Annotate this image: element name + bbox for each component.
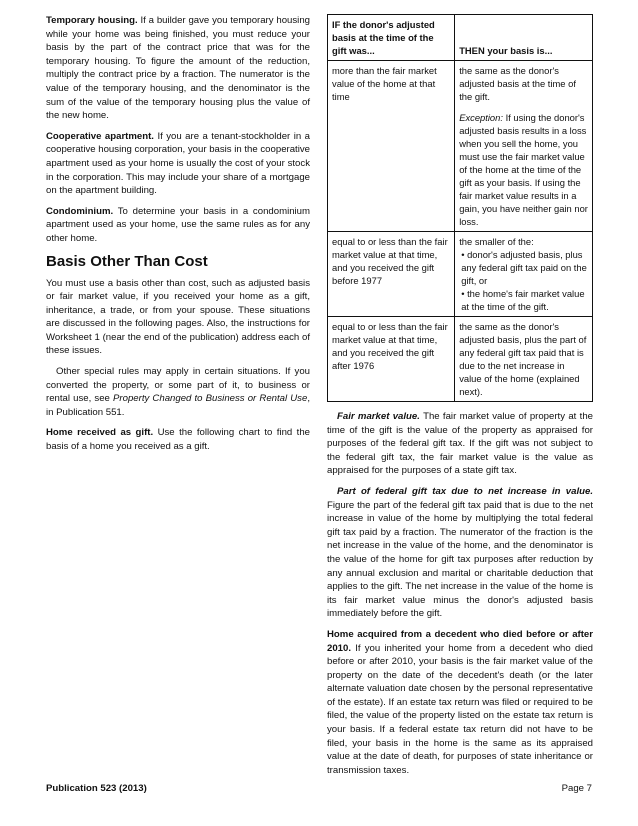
- table-header-result: THEN your basis is...: [455, 15, 593, 61]
- table-bullet-item: • donor's adjusted basis, plus any federal gift tax paid on the gift, or: [461, 249, 587, 286]
- table-cell-condition: more than the fair market value of the home at that time: [328, 61, 455, 232]
- temporary-housing-paragraph: [46, 14, 310, 123]
- basis-other-than-cost-heading: Basis Other Than Cost: [46, 252, 208, 270]
- cooperative-apartment-heading: Cooperative apartment.: [46, 130, 154, 142]
- exception-text: If using the donor's adjusted basis results in a loss when you sell the home, you must use the fair market value of the home at the time of the gift as your basis. If using the fair market value results in a gain, you have neither gain nor loss.: [459, 112, 588, 227]
- net-increase-heading: Part of federal gift tax due to net increase in value.: [337, 485, 593, 497]
- net-increase-text: Figure the part of the federal gift tax paid that is due to the net increase in value of the home by multiplying the total federal gift tax paid by a fraction. The numerator of the fraction is the net increase in the value of the home, and the denominator is the value of the home for gift tax purposes after reduction by any annual exclusion and marital or charitable deduction that applies to the gift. The net increase in the value of the home is its fair market value minus the donor's adjusted basis immediately before the gift.: [327, 499, 593, 620]
- page-number: Page 7: [561, 783, 592, 794]
- table-cell-result: [455, 232, 593, 317]
- decedent-text: If you inherited your home from a decedent who died before or after 2010, your basis is the fair market value of the property on the date of the decedent's death (or the later alternate valuation date chosen by the personal representative of the estate). If an estate tax return was filed or required to be filed, the value of the property listed on the estate tax return is your basis. If a federal estate tax return did not have to be filed, your basis in the home is the same as its appraised value at the date of death, for purposes of state inheritance or transmission taxes.: [327, 642, 593, 776]
- temporary-housing-heading: Temporary housing.: [46, 15, 138, 26]
- exception-label: Exception:: [459, 112, 503, 123]
- decedent-paragraph: [327, 628, 593, 778]
- table-cell-result: the same as the donor's adjusted basis, plus the part of any federal gift tax paid that is due to the net increase in value of the home (explained next).: [455, 317, 593, 402]
- table-header-row: [328, 15, 593, 61]
- condominium-paragraph: [46, 205, 310, 246]
- home-received-as-gift-heading: Home received as gift.: [46, 427, 154, 439]
- cooperative-apartment-paragraph: [46, 130, 310, 198]
- table-header-condition: IF the donor's adjusted basis at the time of the gift was...: [328, 15, 455, 61]
- table-cell-condition: equal to or less than the fair market value at that time, and you received the gift before 1977: [328, 232, 455, 317]
- decedent-heading: Home acquired from a decedent who died before or after 2010.: [327, 628, 593, 654]
- table-row: [328, 232, 593, 317]
- cooperative-apartment-text: If you are a tenant-stockholder in a cooperative housing corporation, your basis in the cooperative apartment used as your home is usually the cost of your stock in the corporation. This may include your share of a mortgage on the apartment building.: [46, 130, 310, 197]
- special-rules-reference: Property Changed to Business or Rental Use: [113, 393, 308, 405]
- table-row: [328, 61, 593, 232]
- table-cell-result-intro: the smaller of the:: [459, 236, 534, 247]
- gift-basis-table: [327, 14, 593, 402]
- fair-market-value-text: The fair market value of property at the time of the gift is the value of the property as appraised for purposes of the federal gift tax. If the gift was not subject to the federal gift tax, the fair market value is the value as appraised for the purposes of a state gift tax.: [327, 411, 593, 477]
- special-rules-text-end: , in Publication 551.: [46, 393, 310, 418]
- table-row: [328, 317, 593, 402]
- table-bullet-item: • the home's fair market value at the time of the gift.: [461, 288, 585, 312]
- right-column: [327, 14, 593, 784]
- left-column: [46, 14, 310, 461]
- fair-market-value-paragraph: [327, 410, 593, 478]
- condominium-text: To determine your basis in a condominium apartment used as your home, use the same rules as for any other home.: [46, 205, 310, 244]
- home-received-as-gift-paragraph: [46, 426, 310, 453]
- temporary-housing-text: If a builder gave you temporary housing while your home was being finished, you must reduce your basis by the part of the contract price that was for the temporary housing. To figure the amount of the reduction, multiply the contract price by a fraction. The numerator is the value of the temporary housing, and the denominator is the sum of the value of the temporary housing plus the value of the new home.: [46, 15, 310, 122]
- table-cell-condition: equal to or less than the fair market value at that time, and you received the gift after 1976: [328, 317, 455, 402]
- table-cell-result-text: the same as the donor's adjusted basis at the time of the gift.: [459, 65, 576, 102]
- condominium-heading: Condominium.: [46, 205, 114, 217]
- basis-other-than-cost-paragraph: You must use a basis other than cost, such as adjusted basis or fair market value, if you received your home as a gift, inheritance, a trade, or from your spouse. These situations are discussed in the following pages. Also, the instructions for Worksheet 1 (near the end of the publication) address each of these issues.: [46, 277, 310, 357]
- special-rules-paragraph: [46, 365, 310, 419]
- net-increase-paragraph: [327, 485, 593, 621]
- special-rules-text: Other special rules may apply in certain situations. If you converted the property, or some part of it, to business or rental use, see: [46, 366, 310, 405]
- home-received-as-gift-text: Use the following chart to find the basis of a home you received as a gift.: [46, 427, 311, 453]
- publication-footer: Publication 523 (2013): [46, 783, 147, 794]
- fair-market-value-heading: Fair market value.: [337, 411, 420, 422]
- table-cell-result: [455, 61, 593, 232]
